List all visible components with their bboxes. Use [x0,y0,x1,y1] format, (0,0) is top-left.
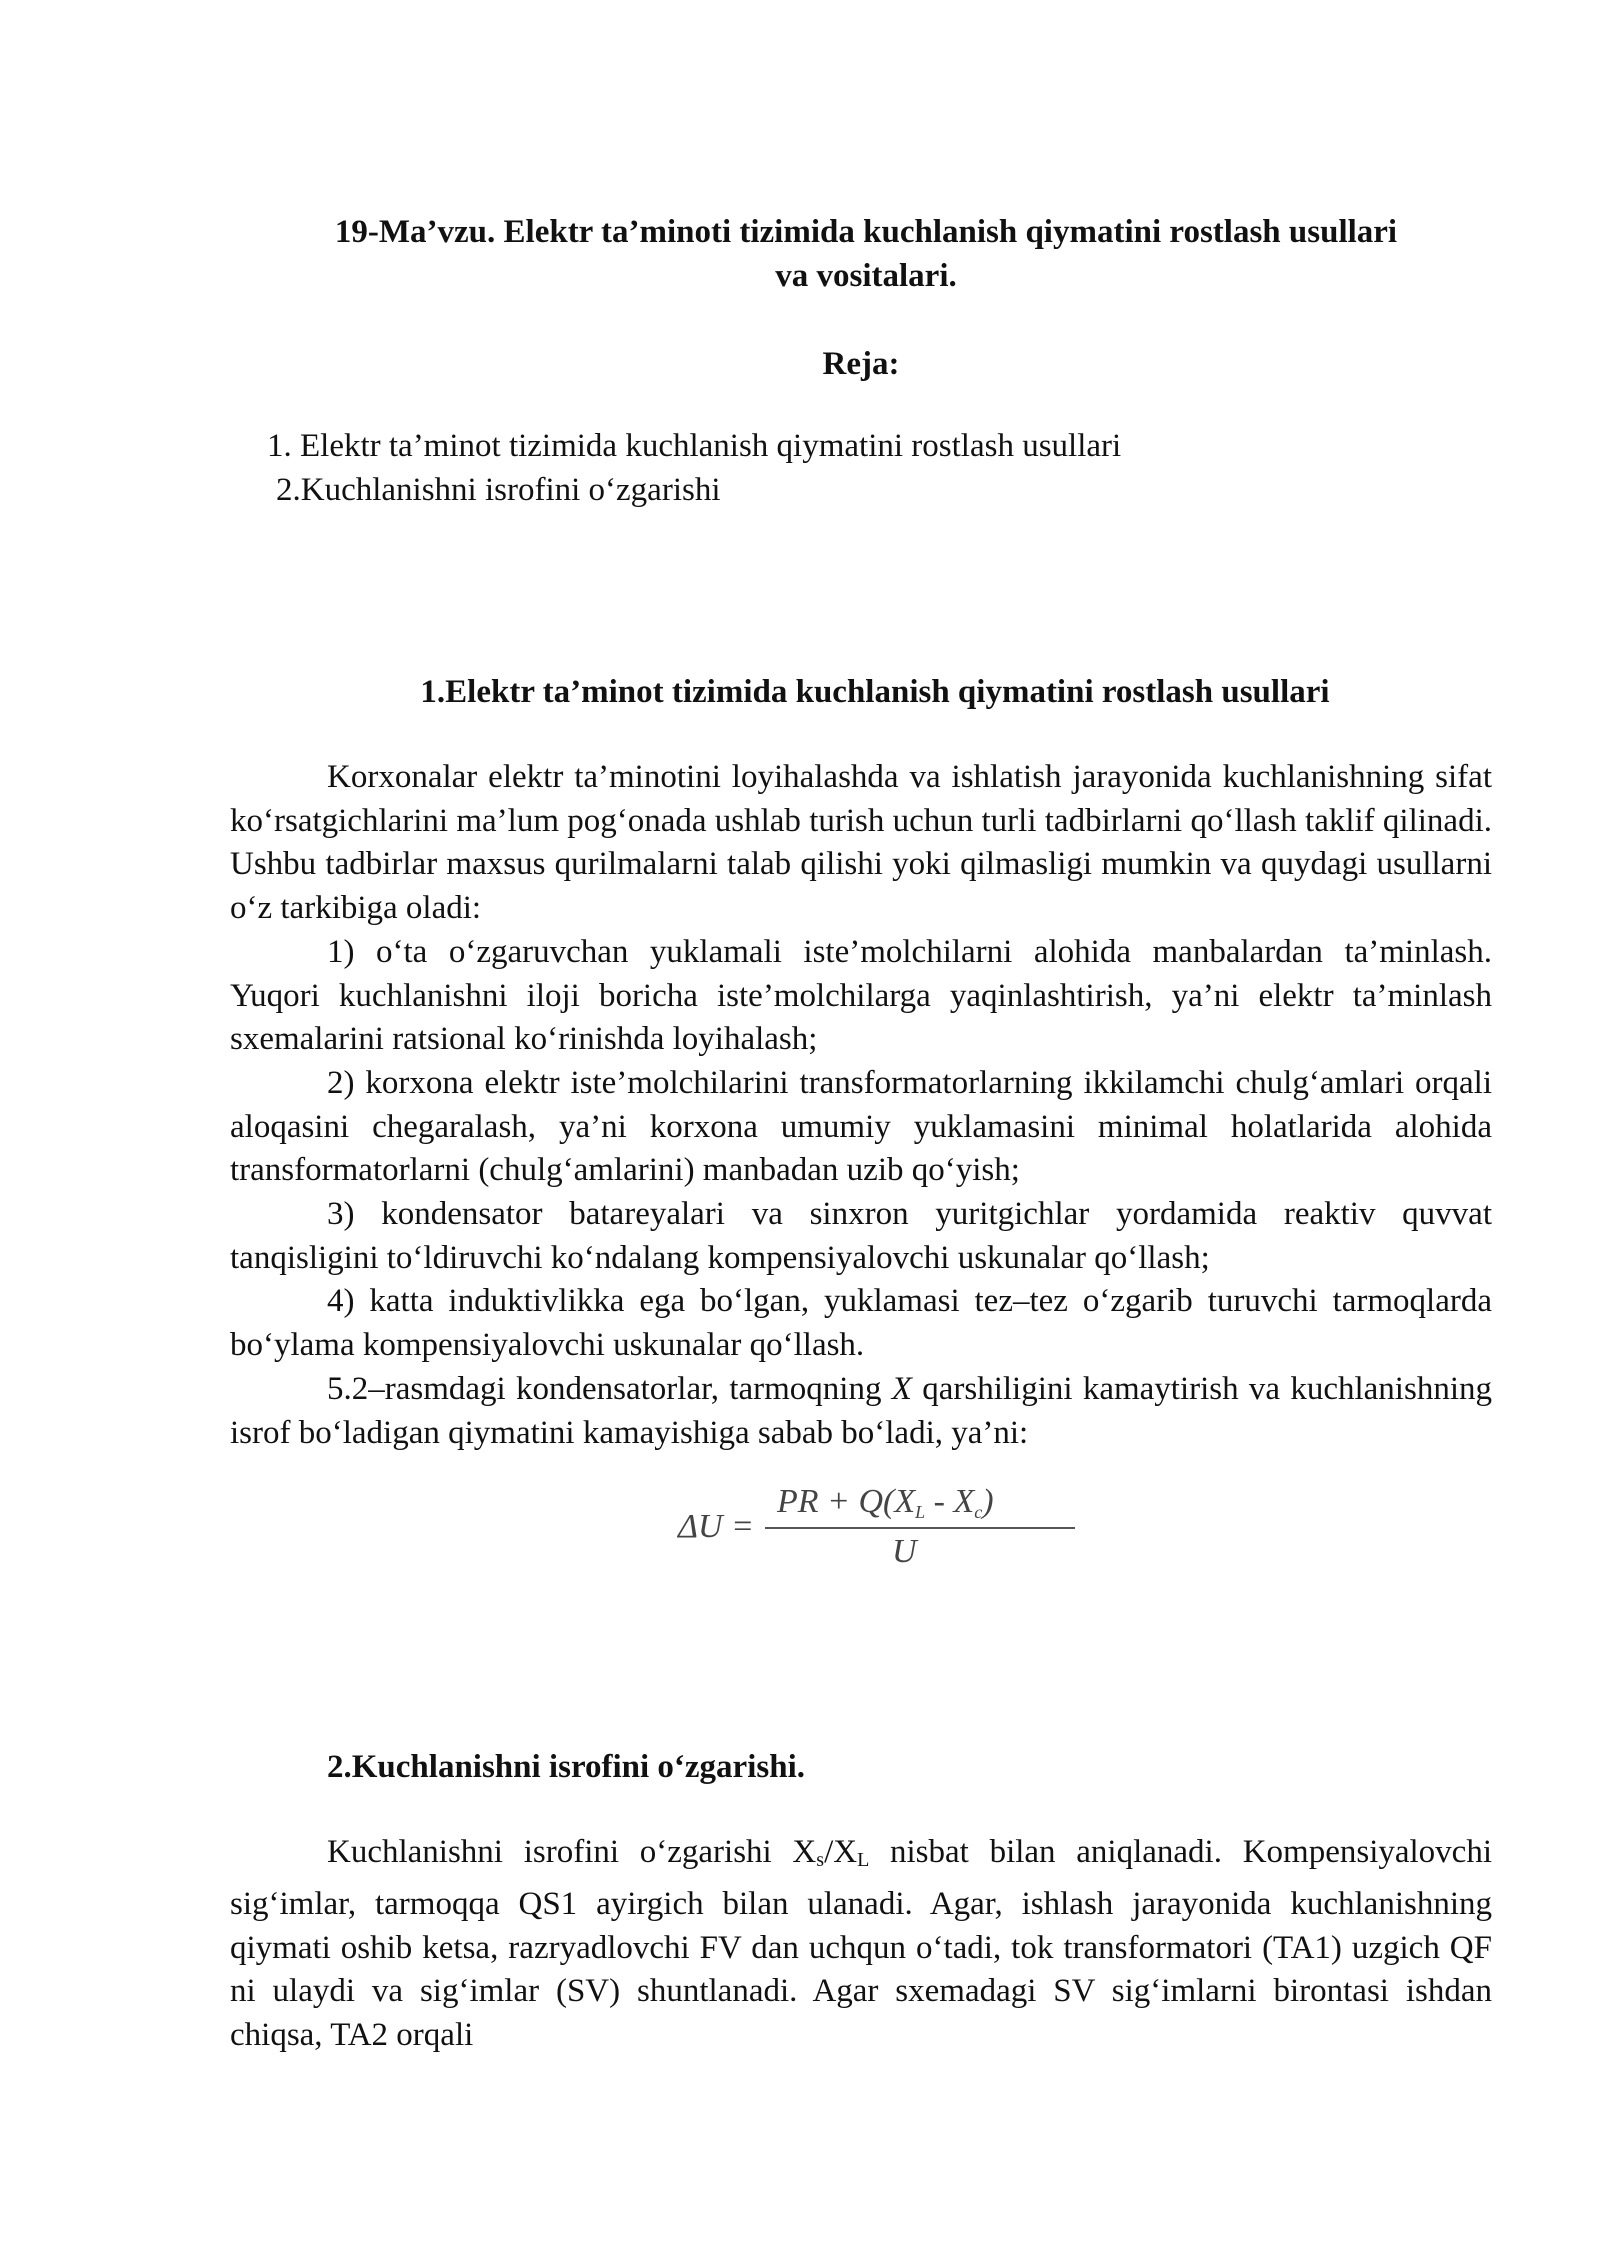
title-line-1: 19-Ma’vzu. Elektr ta’minoti tizimida kuchlanish qiymatini rostlash usullari [334,214,1398,250]
section-2-sub-l: L [857,1849,870,1872]
title-line-2: va vositalari. [775,258,957,294]
voltage-drop-formula [230,1483,1492,1593]
section-1-heading: 1.Elektr ta’minot tizimida kuchlanish qiymatini rostlash usullari [420,674,1330,710]
list-item-1: 1) o‘ta o‘zgaruvchan yuklamali iste’molchilarni alohida manbalardan ta’minlash. Yuqori kuchlanishni iloji boricha iste’molchilarga yaqinlashtirish, ya’ni elektr ta’minlash sxemalarini ratsional ko‘rinishda loyihalash; [230,933,1492,1058]
plan-heading: Reja: [822,346,900,382]
list-item-2: 2) korxona elektr iste’molchilarini transformatorlarning ikkilamchi chulg‘amlari orqali aloqasini chegaralash, ya’ni korxona umumiy yuklamasini minimal holatlarida alohida transformatorlarni (chulg‘amlarini) manbadan uzib qo‘yish; [230,1064,1492,1189]
list-item-3: 3) kondensator batareyalari va sinxron yuritgichlar yordamida reaktiv quvvat tanqisligini to‘ldiruvchi ko‘ndalang kompensiyalovchi uskunalar qo‘llash; [230,1196,1492,1276]
section-2-text-mid: /X [824,1834,858,1871]
fraction-bar [765,1527,1075,1529]
document-content [230,210,1492,2058]
figure-reference-paragraph [230,1368,1492,1455]
formula-num-x: X [953,1483,975,1521]
formula-lhs: ΔU = [678,1508,754,1546]
plan-item-1: 1. Elektr ta’minot tizimida kuchlanish qiymatini rostlash usullari [267,428,1122,464]
formula-denominator: U [892,1533,917,1571]
section-2-text-a: Kuchlanishni isrofini o‘zgarishi X [327,1834,817,1871]
list-item-4: 4) katta induktivlikka ega bo‘lgan, yuklamasi tez–tez o‘zgarib turuvchi tarmoqlarda bo‘ylama kompensiyalovchi uskunalar qo‘llash. [230,1283,1492,1364]
document-title [230,210,1492,298]
plan-item-2: 2.Kuchlanishni isrofini o‘zgarishi [276,472,721,508]
section-2-heading: 2.Kuchlanishni isrofini o‘zgarishi. [327,1749,805,1786]
section-1-intro: Korxonalar elektr ta’minotini loyihalashda va ishlatish jarayonida kuchlanishning sifat ko‘rsatgichlarini ma’lum pog‘onada ushlab turish uchun turli tadbirlarni qo‘llash taklif qilinadi. Ushbu tadbirlar maxsus qurilmalarni talab qilishi yoki qilmasligi mumkin va quydagi usullarni o‘z tarkibiga oladi: [230,759,1492,927]
figure-text-a: 5.2–rasmdagi kondensatorlar, tarmoqning [327,1370,892,1407]
section-2-text-b: nisbat bilan aniqlanadi. Kompensiyalovchi sig‘imlar, tarmoqqa QS1 ayirgich bilan ulanadi. Agar, ishlash jarayonida kuchlanishning qiymati oshib ketsa, razryadlovchi FV dan uchqun o‘tadi, tok transformatori (TA1) uzgich QF ni ulaydi va sig‘imlar (SV) shuntlanadi. Agar sxemadagi SV sig‘imlarni birontasi ishdan chiqsa, TA2 orqali [230,1834,1492,2054]
section-1-body [230,756,1492,1455]
plan-list [230,424,1492,512]
variable-x: X [891,1370,912,1407]
formula-sub-c: c [974,1502,983,1523]
formula-numerator [777,1483,994,1523]
section-2-body [230,1831,1492,2058]
section-2-paragraph [230,1831,1492,2058]
formula-sub-l: L [915,1502,926,1523]
formula-num-a: PR + Q(X [777,1483,916,1521]
formula-num-end: ) [982,1483,994,1521]
formula-num-mid: - [925,1483,954,1521]
section-2-sub-s: s [816,1849,825,1872]
figure-text-b: qarshiligini kamaytirish va kuchlanishning isrof bo‘ladigan qiymatini kamayishiga sabab bo‘ladi, ya’ni: [230,1370,1492,1451]
